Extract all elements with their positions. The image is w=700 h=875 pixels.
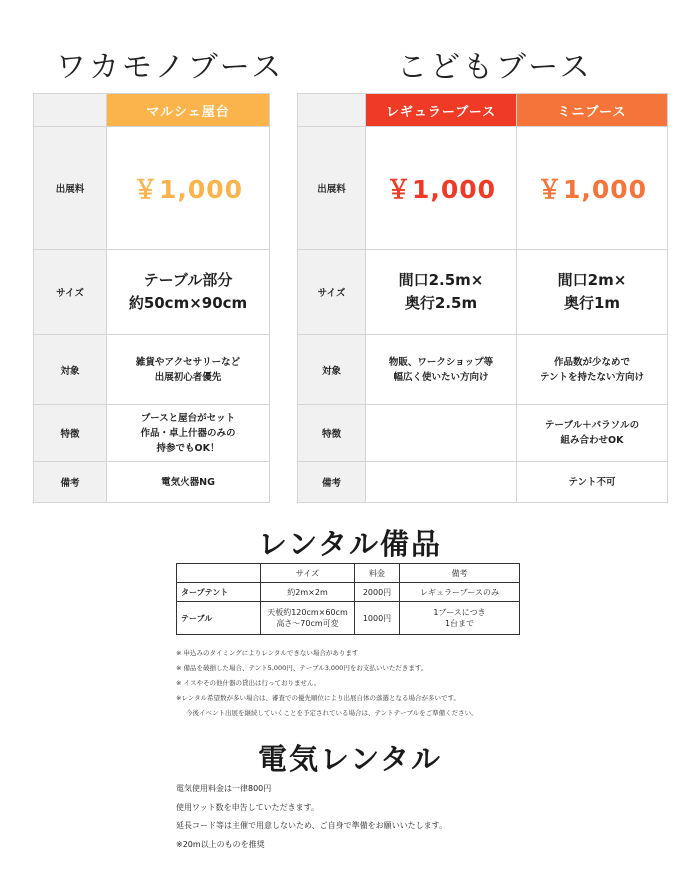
electric-line: 延長コード等は主催で用意しないため、ご自身で準備をお願いいたします。	[176, 821, 448, 830]
rental-size-line: 高さ〜70cm可変	[276, 619, 339, 628]
row-label-size: サイズ	[34, 250, 107, 335]
rental-item-note	[400, 602, 520, 635]
rental-size-line: 約2m×2m	[287, 587, 328, 597]
marche-yatai-header: マルシェ屋台	[107, 94, 270, 127]
regular-target-line: 物販、ワークショップ等	[388, 356, 494, 368]
rental-item-size	[261, 583, 355, 602]
rental-equipment-title: レンタル備品	[257, 527, 443, 561]
regular-price: ￥1,000	[366, 127, 517, 250]
corner-cell	[34, 94, 107, 127]
rental-note: ※ 備品を破損した場合、テント5,000円、テーブル3,000円をお支払いいただきます。	[176, 664, 428, 672]
mini-size	[517, 250, 668, 335]
rental-note: 今後イベント出展を継続していくことを予定されている場合は、テントテーブルをご準備ください。	[186, 709, 478, 717]
row-label-note: 備考	[298, 462, 366, 503]
electric-line: ※20m以上のものを推奨	[176, 839, 265, 849]
marche-feature	[107, 405, 270, 462]
marche-note: 電気火器NG	[107, 462, 270, 503]
regular-note	[366, 462, 517, 503]
marche-size	[107, 250, 270, 335]
table-row	[177, 583, 520, 602]
rental-note: ※ 申込みのタイミングによりレンタルできない場合があります	[176, 649, 359, 657]
rental-note: ※ イスやその他什器の貸出は行っておりません。	[176, 679, 321, 687]
regular-size-line: 奥行2.5m	[404, 294, 478, 312]
regular-target-line: 幅広く使いたい方向け	[393, 371, 489, 383]
mini-feature-line: テーブル＋パラソルの	[544, 420, 640, 431]
marche-target	[107, 335, 270, 405]
marche-feature-line: 持参でもOK！	[156, 442, 220, 454]
marche-target-line: 雑貨やアクセサリーなど	[135, 356, 241, 368]
corner-cell	[298, 94, 366, 127]
mini-target-line: 作品数が少なめで	[553, 356, 630, 368]
mini-size-line: 間口2m×	[557, 271, 627, 289]
regular-size	[366, 250, 517, 335]
rental-header-note: 備考	[400, 564, 520, 583]
regular-feature	[366, 405, 517, 462]
kodomo-booth-title: こどもブース	[397, 50, 593, 85]
rental-item-price: 2000円	[355, 583, 400, 602]
regular-booth-header: レギュラーブース	[366, 94, 517, 127]
rental-item-name: テーブル	[177, 602, 261, 635]
rental-note-line: 1ブースにつき	[433, 608, 486, 617]
marche-size-line: 約50cm×90cm	[128, 294, 248, 312]
marche-price: ￥1,000	[107, 127, 270, 250]
row-label-note: 備考	[34, 462, 107, 503]
rental-note: ※レンタル希望数が多い場合は、審査での優先順位により出展自体の落選となる場合が多いです。	[176, 694, 461, 702]
rental-note-line: 1台まで	[444, 619, 475, 628]
rental-item-name: タープテント	[177, 583, 261, 602]
row-label-target: 対象	[298, 335, 366, 405]
mini-target-line: テントを持たない方向け	[539, 371, 645, 383]
rental-item-size	[261, 602, 355, 635]
marche-target-line: 出展初心者優先	[154, 371, 222, 383]
rental-size-line: 天板約120cm×60cm	[267, 608, 348, 617]
row-label-fee: 出展料	[34, 127, 107, 250]
electric-rental-info	[176, 780, 447, 854]
mini-note: テント不可	[517, 462, 668, 503]
kodomo-pricing-table	[297, 93, 668, 503]
mini-booth-header: ミニブース	[517, 94, 668, 127]
rental-header-blank	[177, 564, 261, 583]
mini-price: ￥1,000	[517, 127, 668, 250]
rental-item-price: 1000円	[355, 602, 400, 635]
marche-size-line: テーブル部分	[143, 271, 233, 289]
rental-note-line: レギュラーブースのみ	[420, 587, 499, 597]
electric-rental-title: 電気レンタル	[257, 742, 443, 776]
electric-line: 使用ワット数を申告していただきます。	[176, 802, 319, 812]
mini-feature	[517, 405, 668, 462]
wakamono-pricing-table	[33, 93, 270, 503]
mini-feature-line: 組み合わせOK	[560, 435, 624, 446]
mini-target	[517, 335, 668, 405]
row-label-fee: 出展料	[298, 127, 366, 250]
rental-header-size: サイズ	[261, 564, 355, 583]
marche-feature-line: 作品・卓上什器のみの	[140, 427, 236, 439]
row-label-target: 対象	[34, 335, 107, 405]
rental-table	[176, 563, 520, 635]
regular-size-line: 間口2.5m×	[398, 271, 484, 289]
mini-size-line: 奥行1m	[563, 294, 621, 312]
rental-item-note	[400, 583, 520, 602]
row-label-feature: 特徴	[298, 405, 366, 462]
row-label-feature: 特徴	[34, 405, 107, 462]
row-label-size: サイズ	[298, 250, 366, 335]
regular-target	[366, 335, 517, 405]
wakamono-booth-title: ワカモノブース	[56, 50, 285, 85]
rental-header-price: 料金	[355, 564, 400, 583]
table-row	[177, 602, 520, 635]
rental-notes	[176, 646, 478, 721]
electric-line: 電気使用料金は一律800円	[176, 784, 272, 793]
marche-feature-line: ブースと屋台がセット	[140, 412, 236, 424]
